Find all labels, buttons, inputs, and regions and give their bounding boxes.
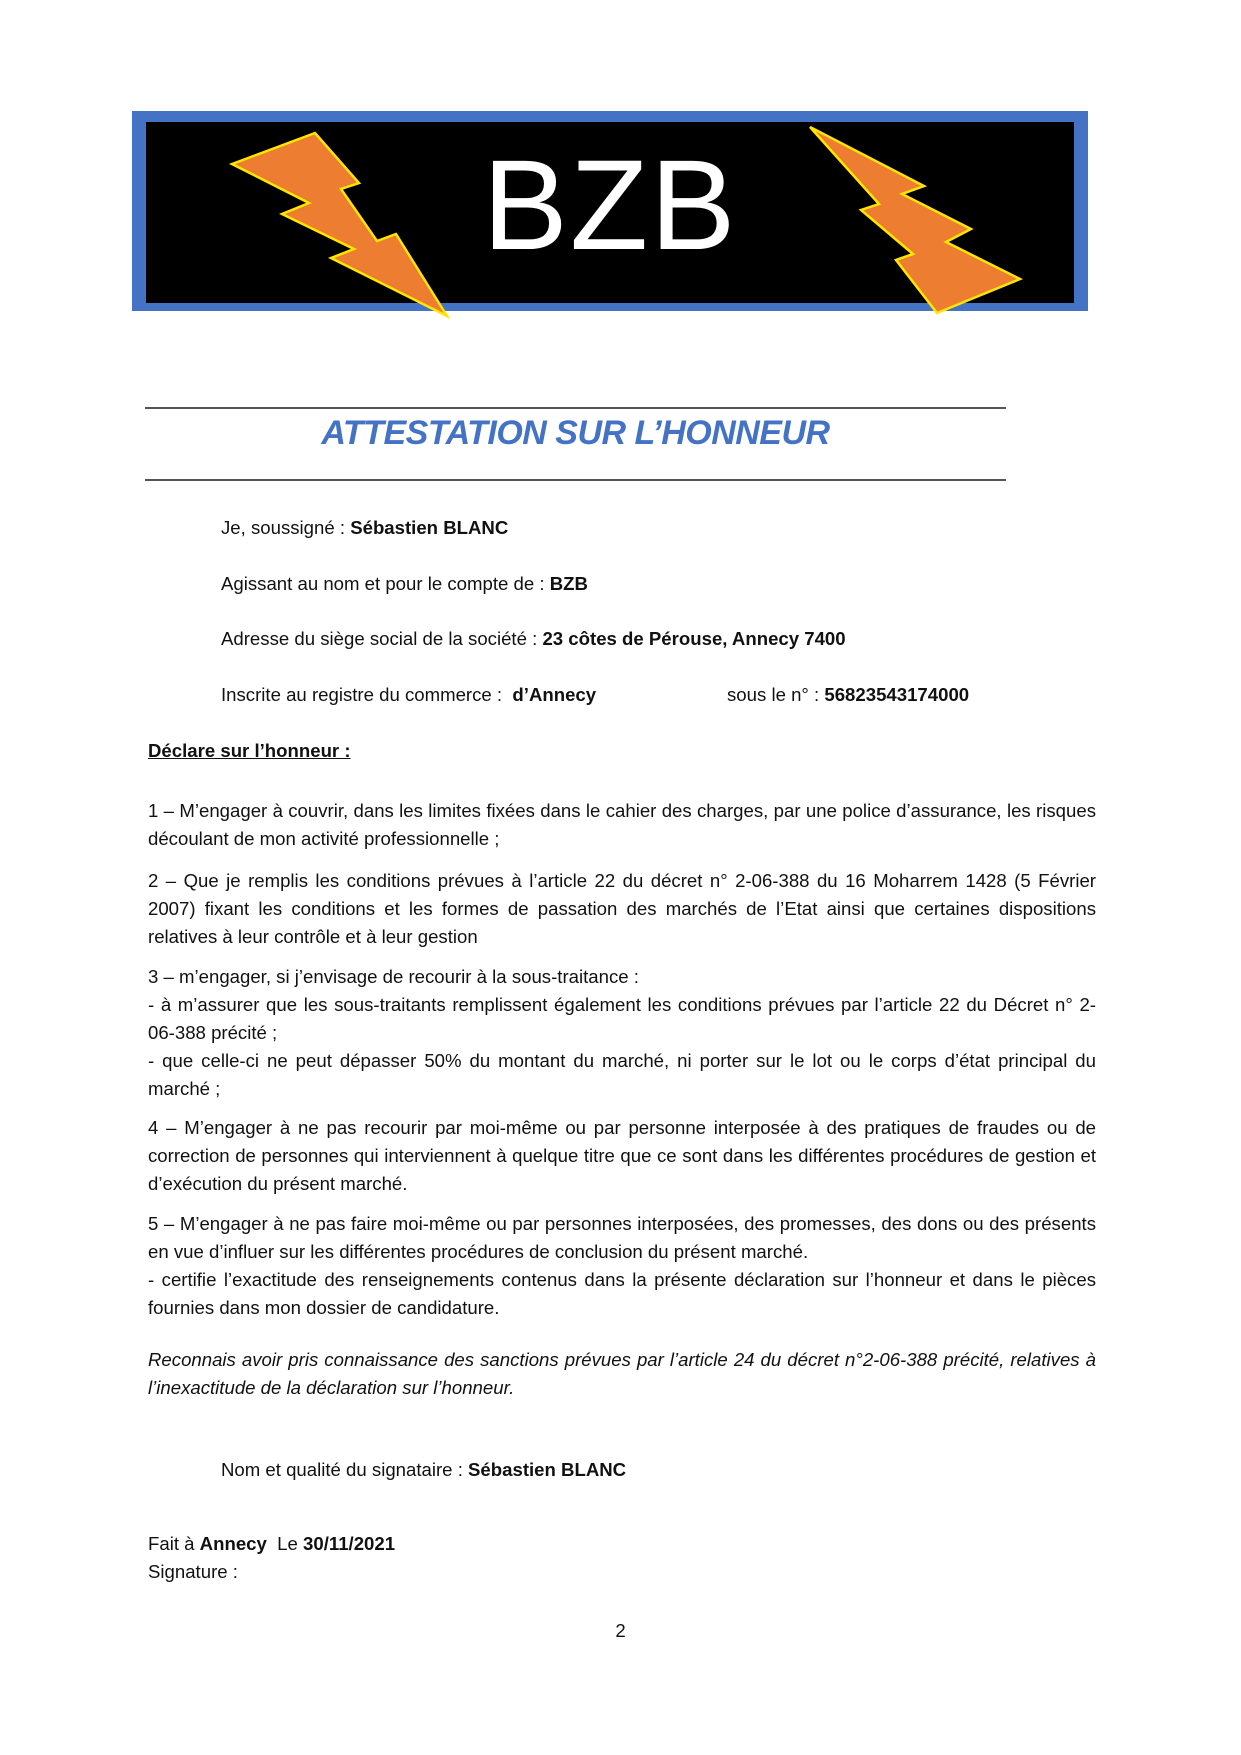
clause-2: 2 – Que je remplis les conditions prévues à l’article 22 du décret n° 2-06-388 du 16 Moharrem 1428 (5 Février 2007) fixant les conditions et les formes de passation des marchés de l’Etat ainsi que certaines dispositions relatives à leur contrôle et à leur gestion bbox=[148, 870, 1096, 947]
declare-heading-text: Déclare sur l’honneur : bbox=[148, 740, 351, 761]
number-value: 56823543174000 bbox=[824, 684, 970, 705]
undersigned-label: Je, soussigné : bbox=[221, 517, 351, 538]
registry-value: d’Annecy bbox=[512, 684, 597, 705]
address-line bbox=[221, 625, 846, 653]
registry-line bbox=[221, 681, 596, 709]
clause-5-certification: - certifie l’exactitude des renseignements contenus dans la présente déclaration sur l’honneur et dans le pièces fournies dans mon dossier de candidature. bbox=[148, 1269, 1096, 1318]
number-label: sous le n° : bbox=[727, 684, 825, 705]
made-at-line bbox=[148, 1530, 395, 1558]
acting-label: Agissant au nom et pour le compte de : bbox=[221, 573, 550, 594]
clause-3-intro: 3 – m’engager, si j’envisage de recourir à la sous-traitance : bbox=[148, 966, 639, 987]
signatory-label: Nom et qualité du signataire : bbox=[221, 1459, 469, 1480]
page-number: 2 bbox=[615, 1620, 626, 1641]
signatory-value: Sébastien BLANC bbox=[468, 1459, 627, 1480]
made-at-place: Annecy bbox=[199, 1533, 267, 1554]
registration-number-line bbox=[727, 681, 969, 709]
logo-text: BZB bbox=[482, 134, 738, 277]
acting-line bbox=[221, 570, 588, 598]
company-logo bbox=[132, 111, 1088, 311]
registry-label: Inscrite au registre du commerce : bbox=[221, 684, 513, 705]
title-rule-bottom bbox=[145, 479, 1006, 481]
made-at-label: Fait à bbox=[148, 1533, 200, 1554]
signatory-line bbox=[221, 1456, 626, 1484]
signature-label: Signature : bbox=[148, 1561, 238, 1582]
clause-1: 1 – M’engager à couvrir, dans les limites fixées dans le cahier des charges, par une police d’assurance, les risques découlant de mon activité professionnelle ; bbox=[148, 800, 1096, 849]
clause-4: 4 – M’engager à ne pas recourir par moi-même ou par personne interposée à des pratiques de fraudes ou de correction de personnes qui interviennent à quelque titre que ce sont dans les différentes procédures de gestion et d’exécution du présent marché. bbox=[148, 1117, 1096, 1194]
made-at-date: 30/11/2021 bbox=[303, 1533, 396, 1554]
clause-3-a: - à m’assurer que les sous-traitants remplissent également les conditions prévues par l’article 22 du Décret n° 2-06-388 précité ; bbox=[148, 994, 1096, 1043]
clause-5: 5 – M’engager à ne pas faire moi-même ou par personnes interposées, des promesses, des dons ou des présents en vue d’influer sur les différentes procédures de conclusion du présent marché. bbox=[148, 1213, 1096, 1262]
declare-heading bbox=[148, 737, 1096, 765]
acting-value: BZB bbox=[549, 573, 588, 594]
address-label: Adresse du siège social de la société : bbox=[221, 628, 543, 649]
acknowledgement: Reconnais avoir pris connaissance des sanctions prévues par l’article 24 du décret n°2-06-388 précité, relatives à l’inexactitude de la déclaration sur l’honneur. bbox=[148, 1349, 1096, 1398]
undersigned-line bbox=[221, 514, 508, 542]
address-value: 23 côtes de Pérouse, Annecy 7400 bbox=[542, 628, 846, 649]
clause-3-b: - que celle-ci ne peut dépasser 50% du montant du marché, ni porter sur le lot ou le corps d’état principal du marché ; bbox=[148, 1050, 1096, 1099]
undersigned-value: Sébastien BLANC bbox=[350, 517, 509, 538]
page-title: ATTESTATION SUR L’HONNEUR bbox=[321, 414, 830, 452]
made-at-date-label: Le bbox=[266, 1533, 304, 1554]
title-rule-top bbox=[145, 407, 1006, 409]
